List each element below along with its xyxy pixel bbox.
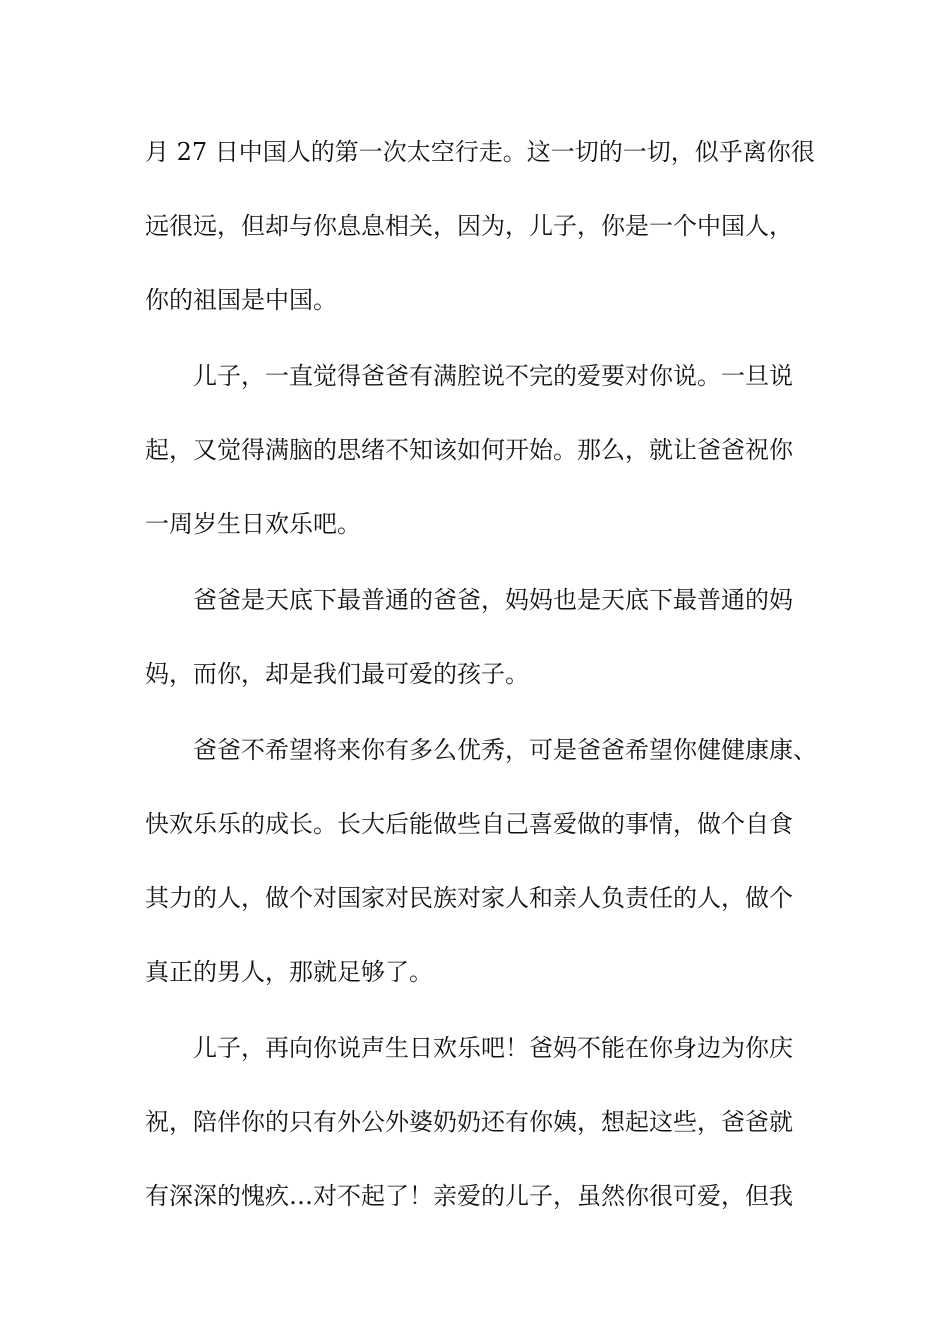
text-line: 其力的人，做个对国家对民族对家人和亲人负责任的人，做个 bbox=[145, 884, 793, 912]
text-line: 真正的男人，那就足够了。 bbox=[145, 958, 433, 986]
text-line: 有深深的愧疚…对不起了！亲爱的儿子，虽然你很可爱，但我 bbox=[145, 1182, 793, 1210]
text-line: 一周岁生日欢乐吧。 bbox=[145, 510, 361, 538]
paragraph-start-line: 儿子，再向你说声生日欢乐吧！爸妈不能在你身边为你庆 bbox=[193, 1034, 793, 1062]
paragraph-start-line: 爸爸不希望将来你有多么优秀，可是爸爸希望你健健康康、 bbox=[193, 736, 817, 764]
text-line: 祝，陪伴你的只有外公外婆奶奶还有你姨，想起这些，爸爸就 bbox=[145, 1108, 793, 1136]
text-line: 远很远，但却与你息息相关，因为，儿子，你是一个中国人， bbox=[145, 212, 793, 240]
paragraph-start-line: 爸爸是天底下最普通的爸爸，妈妈也是天底下最普通的妈 bbox=[193, 586, 793, 614]
text-line: 月 27 日中国人的第一次太空行走。这一切的一切，似乎离你很 bbox=[145, 138, 815, 166]
paragraph-start-line: 儿子，一直觉得爸爸有满腔说不完的爱要对你说。一旦说 bbox=[193, 362, 793, 390]
text-line: 起，又觉得满脑的思绪不知该如何开始。那么，就让爸爸祝你 bbox=[145, 436, 793, 464]
text-line: 你的祖国是中国。 bbox=[145, 286, 337, 314]
text-line: 妈，而你，却是我们最可爱的孩子。 bbox=[145, 660, 529, 688]
text-line: 快欢乐乐的成长。长大后能做些自己喜爱做的事情，做个自食 bbox=[145, 810, 793, 838]
